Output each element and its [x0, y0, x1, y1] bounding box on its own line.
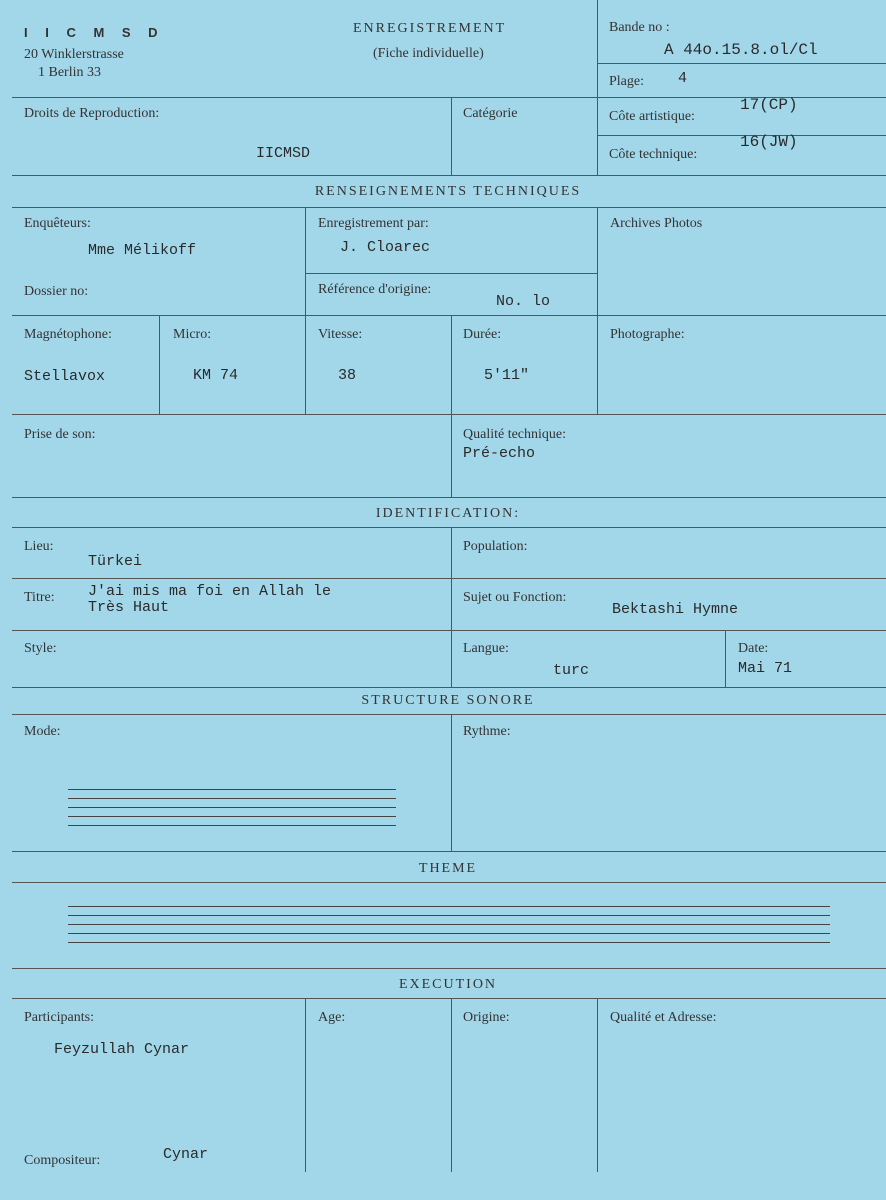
form-title: ENREGISTREMENT [353, 21, 507, 36]
rule [159, 315, 160, 414]
compositeur-value: Cynar [163, 1146, 209, 1163]
section-heading-identification: IDENTIFICATION: [375, 506, 521, 521]
rule [305, 998, 306, 1172]
rule [451, 527, 452, 687]
droits-value: IICMSD [256, 145, 311, 162]
staff-line [68, 933, 830, 934]
staff-line [68, 942, 830, 943]
rule [451, 998, 452, 1172]
org-logo: I I C M S D [24, 25, 165, 40]
langue-value: turc [553, 662, 590, 679]
staff-line [68, 789, 396, 790]
duree-value: 5'11" [484, 367, 530, 384]
titre-label: Titre: [24, 590, 55, 605]
staff-line [68, 906, 830, 907]
mode-label: Mode: [24, 724, 61, 739]
rule [597, 998, 598, 1172]
rule [597, 63, 886, 64]
titre-value-line-2: Très Haut [88, 599, 170, 616]
rule [305, 207, 306, 414]
cote-technique-value: 16(JW) [740, 133, 798, 151]
cote-artistique-label: Côte artistique: [609, 109, 695, 124]
section-heading-execution: EXECUTION [398, 977, 498, 992]
section-heading-technique: RENSEIGNEMENTS TECHNIQUES [314, 184, 582, 199]
rule [12, 175, 886, 176]
rule [725, 630, 726, 687]
rule [597, 0, 598, 97]
prise-de-son-label: Prise de son: [24, 427, 96, 442]
rule [12, 630, 886, 631]
enregistrement-label: Enregistrement par: [318, 216, 429, 231]
rule [12, 851, 886, 852]
categorie-label: Catégorie [463, 106, 518, 121]
population-label: Population: [463, 539, 528, 554]
sujet-label: Sujet ou Fonction: [463, 590, 567, 605]
compositeur-label: Compositeur: [24, 1153, 101, 1168]
origine-label: Origine: [463, 1010, 510, 1025]
photographe-label: Photographe: [610, 327, 685, 342]
staff-line [68, 924, 830, 925]
lieu-value: Türkei [88, 553, 143, 570]
magnetophone-value: Stellavox [24, 368, 106, 385]
staff-line [68, 798, 396, 799]
enqueteurs-value: Mme Mélikoff [88, 242, 197, 259]
titre-value-line-1: J'ai mis ma foi en Allah le [88, 583, 332, 600]
rule [12, 207, 886, 208]
lieu-label: Lieu: [24, 539, 54, 554]
rule [12, 497, 886, 498]
duree-label: Durée: [463, 327, 502, 342]
qualite-technique-value: Pré-echo [463, 445, 536, 462]
reference-label: Référence d'origine: [318, 282, 432, 297]
plage-label: Plage: [609, 74, 644, 89]
date-label: Date: [738, 641, 769, 656]
rule [451, 315, 452, 414]
rule [12, 527, 886, 528]
form-subtitle: (Fiche individuelle) [373, 46, 484, 61]
staff-line [68, 816, 396, 817]
rule [12, 968, 886, 969]
dossier-label: Dossier no: [24, 284, 89, 299]
rule [451, 414, 452, 497]
rule [12, 714, 886, 715]
langue-label: Langue: [463, 641, 509, 656]
bande-label: Bande no : [609, 20, 670, 35]
age-label: Age: [318, 1010, 346, 1025]
section-heading-theme: THEME [418, 861, 478, 876]
rule [597, 97, 598, 175]
rythme-label: Rythme: [463, 724, 511, 739]
rule [12, 882, 886, 883]
qualite-technique-label: Qualité technique: [463, 427, 567, 442]
staff-line [68, 915, 830, 916]
rule [305, 273, 597, 274]
archives-label: Archives Photos [610, 216, 703, 231]
rule [451, 97, 452, 175]
date-value: Mai 71 [738, 660, 793, 677]
plage-value: 4 [678, 70, 688, 87]
cote-artistique-value: 17(CP) [740, 96, 798, 114]
participants-value: Feyzullah Cynar [54, 1041, 190, 1058]
droits-label: Droits de Reproduction: [24, 106, 160, 121]
rule [12, 998, 886, 999]
vitesse-value: 38 [338, 367, 357, 384]
rule [12, 414, 886, 415]
staff-line [68, 807, 396, 808]
micro-value: KM 74 [193, 367, 239, 384]
sujet-value: Bektashi Hymne [612, 601, 739, 618]
magnetophone-label: Magnétophone: [24, 327, 112, 342]
rule [12, 687, 886, 688]
rule [597, 207, 598, 414]
style-label: Style: [24, 641, 57, 656]
section-heading-structure: STRUCTURE SONORE [361, 693, 535, 708]
rule [451, 714, 452, 851]
rule [12, 315, 886, 316]
participants-label: Participants: [24, 1010, 94, 1025]
qualite-adresse-label: Qualité et Adresse: [610, 1010, 717, 1025]
micro-label: Micro: [173, 327, 212, 342]
cote-technique-label: Côte technique: [609, 147, 698, 162]
rule [12, 578, 886, 579]
staff-line [68, 825, 396, 826]
address-line-2: 1 Berlin 33 [38, 65, 101, 80]
enqueteurs-label: Enquêteurs: [24, 216, 91, 231]
address-line-1: 20 Winklerstrasse [24, 47, 124, 62]
reference-value: No. lo [496, 293, 551, 310]
enregistrement-value: J. Cloarec [340, 239, 431, 256]
bande-value: A 44o.15.8.ol/Cl [664, 41, 818, 59]
vitesse-label: Vitesse: [318, 327, 363, 342]
